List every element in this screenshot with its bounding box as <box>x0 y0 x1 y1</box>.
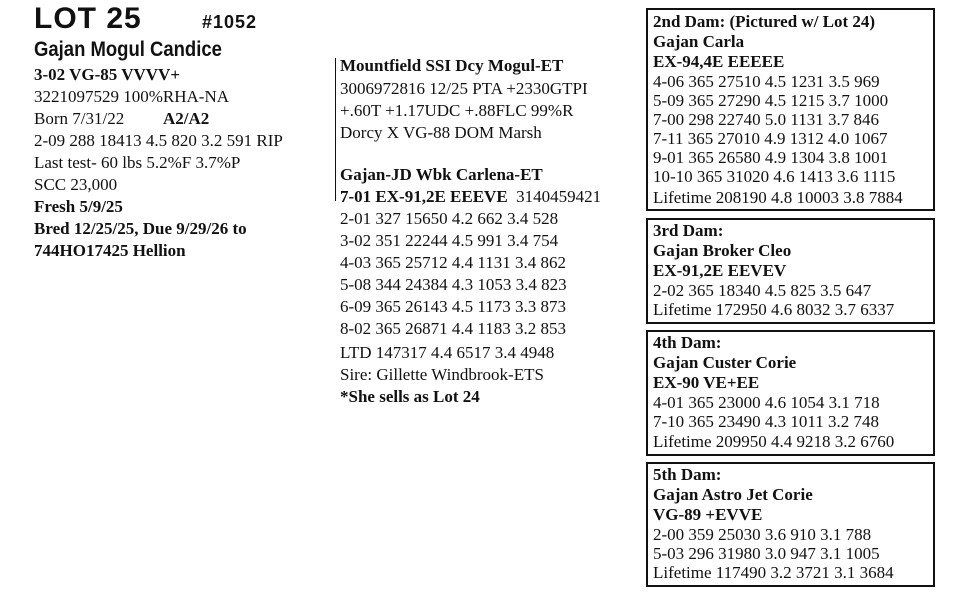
sire-info-line: +.60T +1.17UDC +.88FLC 99%R <box>340 101 574 120</box>
fifth-dam-classification: VG-89 +EVVE <box>653 505 763 524</box>
second-dam-name: Gajan Carla <box>653 32 745 51</box>
third-dam-lifetime: Lifetime 172950 4.6 8032 3.7 6337 <box>653 300 895 319</box>
second-dam-record: 10-10 365 31020 4.6 1413 3.6 1115 <box>653 167 896 186</box>
cow-scc: SCC 23,000 <box>34 175 118 194</box>
fourth-dam-record: 7-10 365 23490 4.3 1011 3.2 748 <box>653 412 880 431</box>
dam-record: 2-01 327 15650 4.2 662 3.4 528 <box>340 209 559 228</box>
cow-classification: 3-02 VG-85 VVVV+ <box>34 65 181 84</box>
dam-classification-row <box>340 186 601 208</box>
fourth-dam-classification: EX-90 VE+EE <box>653 373 760 392</box>
fifth-dam-heading: 5th Dam: <box>653 465 722 484</box>
cow-bred-info: Bred 12/25/25, Due 9/29/26 to <box>34 219 247 238</box>
fifth-dam-name: Gajan Astro Jet Corie <box>653 485 813 504</box>
cow-last-test: Last test- 60 lbs 5.2%F 3.7%P <box>34 153 241 172</box>
sire-info-line: Dorcy X VG-88 DOM Marsh <box>340 123 542 142</box>
second-dam-heading: 2nd Dam: (Pictured w/ Lot 24) <box>653 12 876 31</box>
lot-title: LOT 25 <box>34 2 142 35</box>
dam-record: 3-02 351 22244 4.5 991 3.4 754 <box>340 231 559 250</box>
dam-divider <box>335 166 336 201</box>
third-dam-record: 2-02 365 18340 4.5 825 3.5 647 <box>653 281 872 300</box>
sire-info-line: 3006972816 12/25 PTA +2330GTPI <box>340 79 588 98</box>
sire-divider <box>335 58 336 175</box>
fourth-dam-record: 4-01 365 23000 4.6 1054 3.1 718 <box>653 393 880 412</box>
cow-name: Gajan Mogul Candice <box>34 38 222 61</box>
fifth-dam-lifetime: Lifetime 117490 3.2 3721 3.1 3684 <box>653 563 894 582</box>
lot-number: #1052 <box>202 12 258 32</box>
second-dam-record: 7-00 298 22740 5.0 1131 3.7 846 <box>653 110 880 129</box>
dam-name: Gajan-JD Wbk Carlena-ET <box>340 165 543 184</box>
second-dam-classification: EX-94,4E EEEEE <box>653 52 785 71</box>
cow-fresh-date: Fresh 5/9/25 <box>34 197 123 216</box>
cow-registration: 3221097529 100%RHA-NA <box>34 87 230 106</box>
second-dam-lifetime: Lifetime 208190 4.8 10003 3.8 7884 <box>653 188 903 207</box>
fourth-dam-heading: 4th Dam: <box>653 333 722 352</box>
dam-sale-note: *She sells as Lot 24 <box>340 387 480 406</box>
dam-lifetime: LTD 147317 4.4 6517 3.4 4948 <box>340 343 555 362</box>
fifth-dam-record: 5-03 296 31980 3.0 947 3.1 1005 <box>653 544 880 563</box>
third-dam-classification: EX-91,2E EEVEV <box>653 261 787 280</box>
cow-record: 2-09 288 18413 4.5 820 3.2 591 RIP <box>34 131 283 150</box>
sire-name: Mountfield SSI Dcy Mogul-ET <box>340 56 564 75</box>
cow-bred-sire: 744HO17425 Hellion <box>34 241 186 260</box>
third-dam-heading: 3rd Dam: <box>653 221 724 240</box>
second-dam-record: 5-09 365 27290 4.5 1215 3.7 1000 <box>653 91 889 110</box>
fourth-dam-name: Gajan Custer Corie <box>653 353 797 372</box>
cow-a2-status: A2/A2 <box>163 109 210 128</box>
cow-born: Born 7/31/22 <box>34 109 125 128</box>
dam-record: 5-08 344 24384 4.3 1053 3.4 823 <box>340 275 567 294</box>
fourth-dam-lifetime: Lifetime 209950 4.4 9218 3.2 6760 <box>653 432 895 451</box>
third-dam-name: Gajan Broker Cleo <box>653 241 792 260</box>
second-dam-record: 7-11 365 27010 4.9 1312 4.0 1067 <box>653 129 888 148</box>
dam-sire: Sire: Gillette Windbrook-ETS <box>340 365 544 384</box>
dam-record: 8-02 365 26871 4.4 1183 3.2 853 <box>340 319 567 338</box>
dam-classification: 7-01 EX-91,2E EEEVE <box>340 187 508 206</box>
dam-record: 4-03 365 25712 4.4 1131 3.4 862 <box>340 253 567 272</box>
second-dam-record: 4-06 365 27510 4.5 1231 3.5 969 <box>653 72 880 91</box>
second-dam-record: 9-01 365 26580 4.9 1304 3.8 1001 <box>653 148 889 167</box>
fifth-dam-record: 2-00 359 25030 3.6 910 3.1 788 <box>653 525 872 544</box>
dam-record: 6-09 365 26143 4.5 1173 3.3 873 <box>340 297 567 316</box>
dam-registration: 3140459421 <box>516 187 602 206</box>
